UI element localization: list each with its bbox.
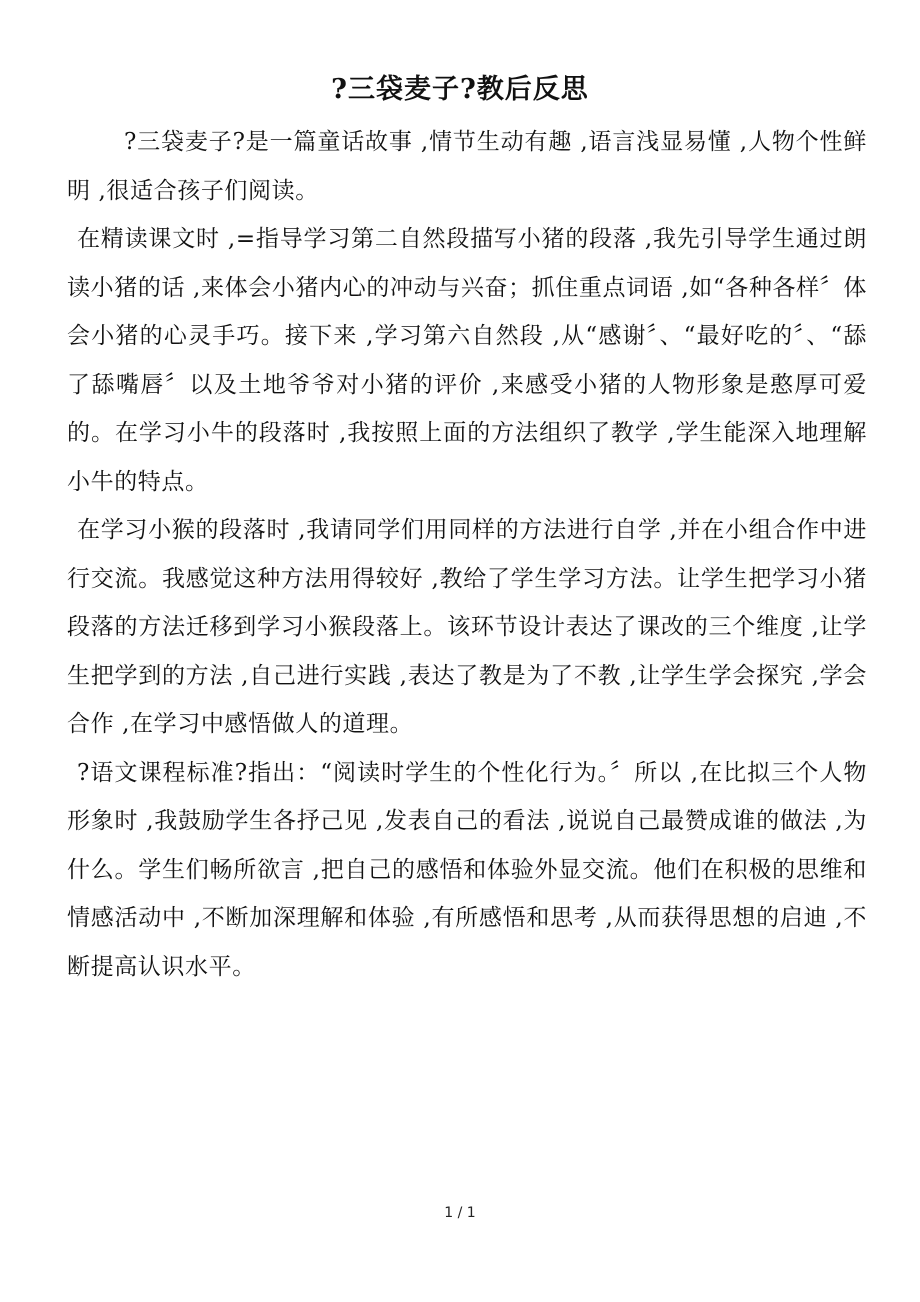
page-number: 1 / 1 [444,1205,476,1221]
document-body [67,118,867,991]
paragraph-monkey-section: 在学习小猴的段落时 ,我请同学们用同样的方法进行自学 ,并在小组合作中进行交流。我感觉这种方法用得较好 ,教给了学生学习方法。让学生把学习小猪段落的方法迁移到学习小猴段落上。该环节设计表达了课改的三个维度 ,让学生把学到的方法 ,自己进行实践 ,表达了教是为了不教 ,让学生学会探究 ,学会合作 ,在学习中感悟做人的道理。 [67,517,867,737]
paragraph-intensive-reading: 在精读课文时 ,=指导学习第二自然段描写小猪的段落 ,我先引导学生通过朗读小猪的话 ,来体会小猪内心的冲动与兴奋；抓住重点词语 ,如“各种各样〞体会小猪的心灵手巧。接下来 ,学习第六自然段 ,从“感谢〞、“最好吃的〞、“舔了舔嘴唇〞以及土地爷爷对小猪的评价 ,来感受小猪的人物形象是憨厚可爱的。在学习小牛的段落时 ,我按照上面的方法组织了教学 ,学生能深入地理解小牛的特点。 [67,226,867,495]
paragraph-intro: ?三袋麦子?是一篇童话故事 ,情节生动有趣 ,语言浅显易懂 ,人物个性鲜明 ,很适合孩子们阅读。 [67,129,867,204]
paragraph-curriculum-standard: ?语文课程标准?指出：“阅读时学生的个性化行为。〞所以 ,在比拟三个人物形象时 ,我鼓励学生各抒己见 ,发表自己的看法 ,说说自己最赞成谁的做法 ,为什么。学生们畅所欲言 ,把自己的感悟和体验外显交流。他们在积极的思维和情感活动中 ,不断加深理解和体验 ,有所感悟和思考 ,从而获得思想的启迪 ,不断提高认识水平。 [67,759,867,980]
page-title: ?三袋麦子?教后反思 [331,74,589,105]
